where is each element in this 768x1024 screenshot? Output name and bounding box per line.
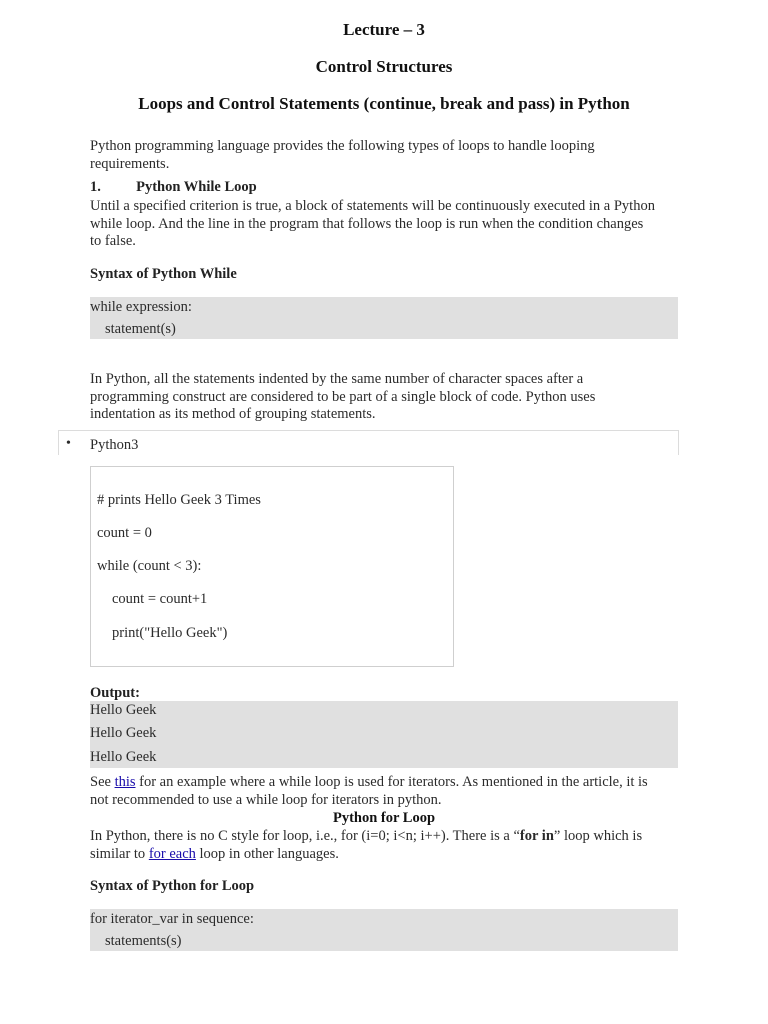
code-example-card (90, 466, 454, 667)
intro-line-2: requirements. (90, 155, 170, 172)
while-desc-line-2: while loop. And the line in the program that follows the loop is run when the condition changes (90, 215, 644, 232)
intro-paragraph (90, 138, 680, 173)
subtitle: Loops and Control Statements (continue, break and pass) in Python (138, 94, 630, 113)
for-syntax-heading: Syntax of Python for Loop (90, 878, 255, 894)
indentation-paragraph (90, 371, 680, 424)
topic-title: Control Structures (315, 57, 453, 76)
while-desc-line-1: Until a specified criterion is true, a block of statements will be continuously executed in a Python (90, 198, 655, 214)
while-description (90, 198, 680, 251)
output-line-1: Hello Geek (90, 702, 157, 718)
indent-line-3: indentation as its method of grouping statements. (90, 406, 376, 422)
see-line-2: not recommended to use a while loop for iterators in python. (90, 791, 442, 808)
while-desc-line-3: to false. (90, 233, 136, 249)
code-line-1: # prints Hello Geek 3 Times (97, 492, 261, 508)
while-heading-number: 1. (90, 179, 101, 195)
code-line-2: count = 0 (97, 525, 152, 541)
output-block (90, 701, 678, 768)
code-tab-bar (58, 430, 679, 455)
bullet-icon: • (66, 436, 71, 451)
this-link[interactable]: this (114, 774, 136, 790)
while-syntax-block (90, 297, 678, 339)
intro-line-1: Python programming language provides the following types of loops to handle looping (90, 138, 595, 154)
for-line-2b: loop in other languages. (195, 845, 339, 862)
for-syntax-line-1: for iterator_var in sequence: (90, 911, 254, 927)
for-line-1 (90, 828, 680, 846)
output-heading: Output: (90, 685, 140, 701)
tab-python3[interactable]: Python3 (90, 437, 139, 453)
for-line-1a: In Python, there is no C style for loop, i.e., for (i=0; i<n; i++). There is a “ (90, 828, 520, 844)
code-line-5: print("Hello Geek") (112, 625, 228, 641)
for-loop-heading: Python for Loop (332, 810, 436, 826)
code-line-4: count = count+1 (112, 591, 208, 607)
for-paragraph (90, 828, 680, 863)
for-each-link[interactable]: for each (148, 845, 196, 862)
for-line-2 (90, 846, 680, 864)
for-line-1b: ” loop which is (553, 828, 643, 844)
for-in-bold: for in (519, 828, 554, 844)
indent-line-1: In Python, all the statements indented by the same number of character spaces after a (90, 371, 584, 387)
while-heading-text: Python While Loop (136, 179, 257, 195)
while-syntax-line-2: statement(s) (105, 321, 176, 337)
for-syntax-block (90, 909, 678, 951)
code-line-3: while (count < 3): (97, 558, 202, 574)
output-line-2: Hello Geek (90, 725, 157, 741)
while-syntax-heading: Syntax of Python While (90, 266, 237, 282)
output-line-3: Hello Geek (90, 749, 157, 765)
indent-line-2: programming construct are considered to be part of a single block of code. Python uses (90, 388, 596, 405)
see-line-1 (90, 774, 680, 792)
for-syntax-line-2: statements(s) (105, 933, 182, 949)
see-before: See (90, 774, 115, 790)
while-syntax-line-1: while expression: (90, 299, 192, 315)
while-heading (90, 179, 680, 197)
see-paragraph (90, 774, 680, 809)
for-line-2a: similar to (90, 845, 149, 862)
see-after: for an example where a while loop is used for iterators. As mentioned in the article, it is (135, 774, 648, 790)
lecture-title: Lecture – 3 (343, 20, 425, 39)
